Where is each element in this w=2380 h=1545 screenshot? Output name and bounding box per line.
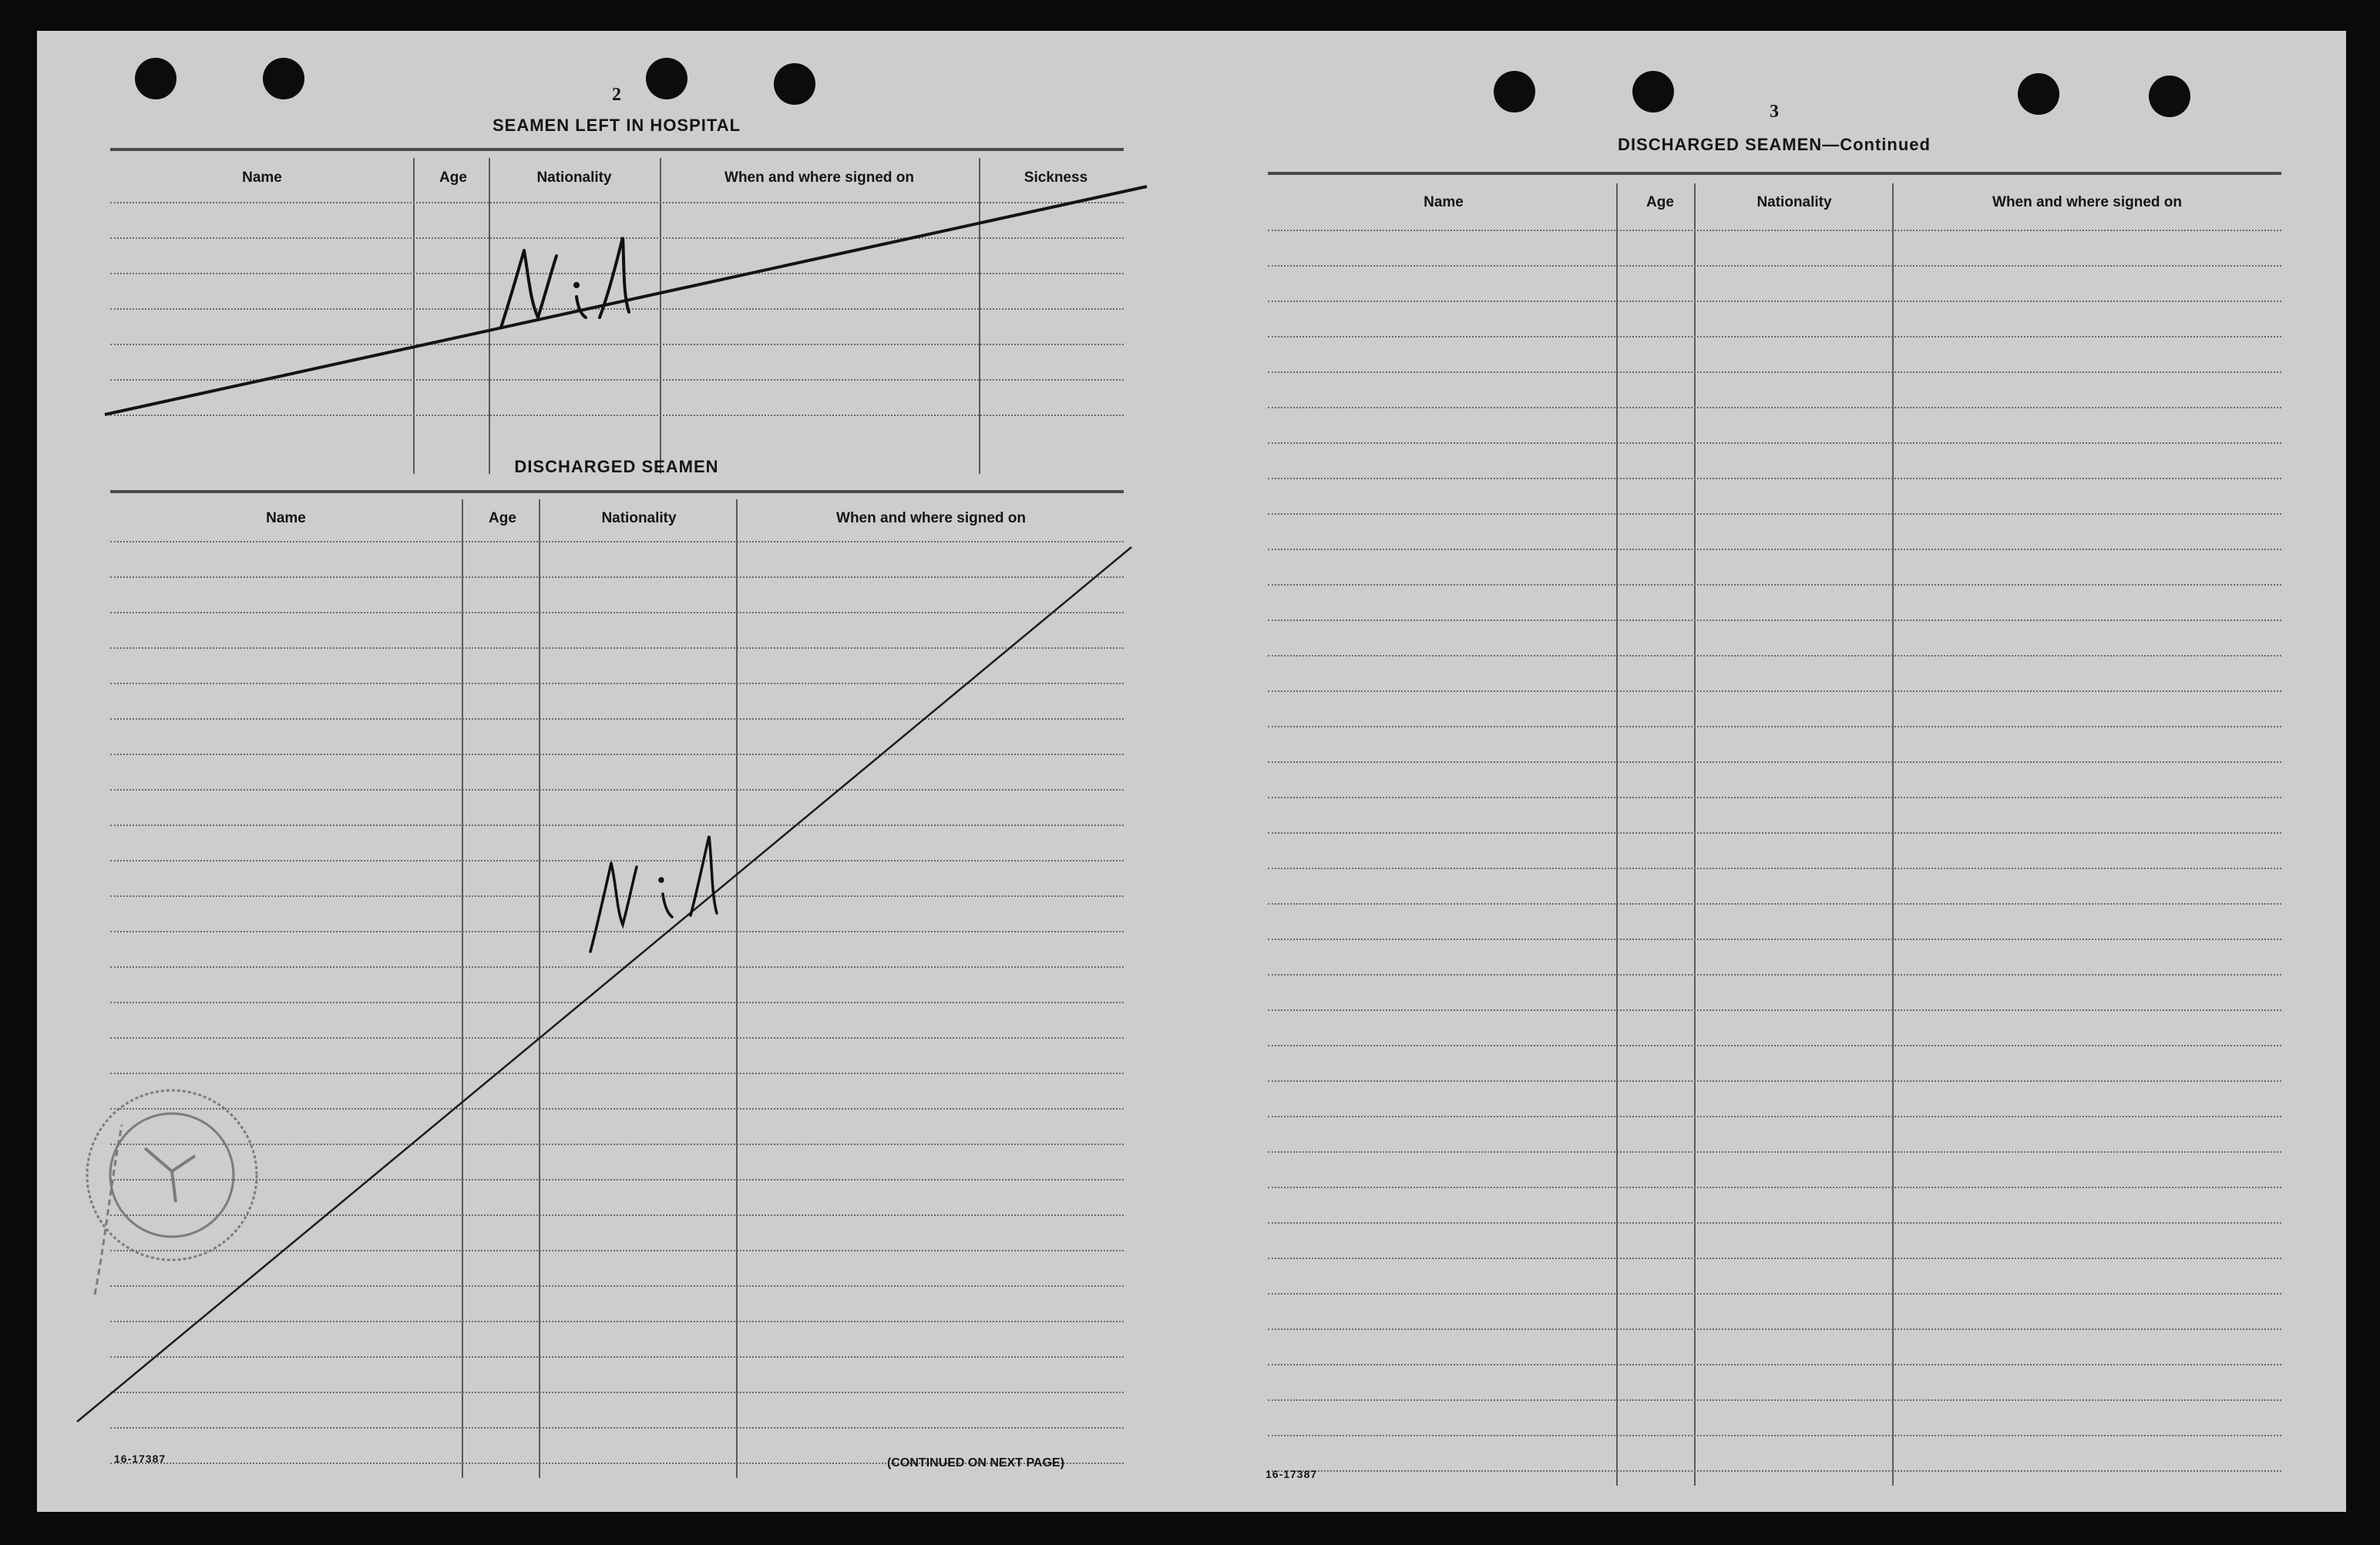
discharged-section-title: DISCHARGED SEAMEN — [514, 457, 719, 476]
continued-note: (CONTINUED ON NEXT PAGE) — [887, 1456, 1064, 1469]
form-number-left: 16-17387 — [114, 1453, 166, 1465]
page-number-left: 2 — [612, 85, 621, 105]
right-col-signed-on: When and where signed on — [1992, 194, 2182, 210]
immigration-stamp — [87, 1090, 257, 1295]
hospital-col-sickness: Sickness — [1024, 170, 1088, 186]
discharged-col-signed-on: When and where signed on — [836, 510, 1026, 526]
page-number-right: 3 — [1770, 102, 1779, 122]
discharged-col-age: Age — [489, 510, 516, 526]
hospital-col-name: Name — [242, 170, 282, 186]
hospital-col-nationality: Nationality — [536, 170, 612, 186]
hospital-section-title: SEAMEN LEFT IN HOSPITAL — [492, 116, 741, 135]
handwritten-nil-discharged — [590, 836, 717, 952]
right-col-name: Name — [1424, 194, 1464, 210]
discharged-col-nationality: Nationality — [601, 510, 677, 526]
annotation-overlay — [37, 31, 2346, 1512]
hospital-col-signed-on: When and where signed on — [724, 170, 914, 186]
discharged-continued-title: DISCHARGED SEAMEN—Continued — [1618, 135, 1931, 154]
hospital-col-age: Age — [439, 170, 467, 186]
right-col-nationality: Nationality — [1756, 194, 1832, 210]
discharged-strike-line — [77, 547, 1131, 1422]
document-sheet — [37, 31, 2346, 1512]
form-number-right: 16-17387 — [1266, 1468, 1318, 1480]
discharged-col-name: Name — [266, 510, 306, 526]
right-col-age: Age — [1646, 194, 1674, 210]
